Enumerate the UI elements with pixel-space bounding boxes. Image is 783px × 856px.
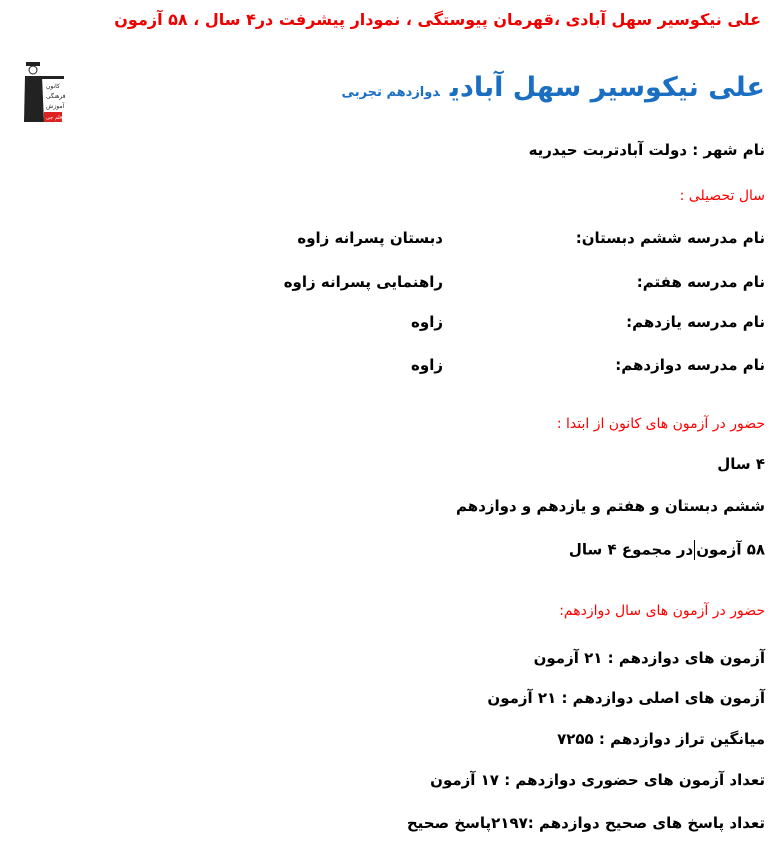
school-label: نام مدرسه ششم دبستان: [575, 229, 765, 247]
school-label: نام مدرسه هفتم: [636, 273, 765, 291]
student-name-heading [342, 74, 765, 101]
total-years: در مجموع ۴ سال [568, 540, 694, 559]
total-exams-line [569, 540, 765, 560]
svg-text:آموزش: آموزش [46, 103, 65, 110]
city-line: نام شهر : دولت آبادتربت حیدریه [528, 141, 765, 159]
years-count: ۴ سال [717, 455, 765, 473]
school-value: دبستان پسرانه زاوه [297, 229, 443, 247]
twelfth-stat: میانگین تراز دوازدهم : ۷۲۵۵ [557, 730, 765, 748]
school-label: نام مدرسه یازدهم: [626, 313, 765, 331]
school-value: زاوه [411, 313, 443, 331]
academic-year-heading: سال تحصیلی : [679, 188, 765, 204]
twelfth-stat: آزمون های دوازدهم : ۲۱ آزمون [533, 649, 765, 667]
school-label: نام مدرسه دوازدهم: [615, 356, 765, 374]
svg-text:فرهنگی: فرهنگی [46, 93, 66, 100]
twelfth-stat: تعداد پاسخ های صحیح دوازدهم :۲۱۹۷پاسخ صحیح [406, 814, 765, 832]
total-exams: ۵۸ آزمون [696, 540, 765, 559]
twelfth-heading: حضور در آزمون های سال دوازدهم: [559, 603, 765, 619]
svg-text:قلم چی: قلم چی [46, 115, 63, 121]
kanoon-logo [22, 62, 70, 124]
svg-text:کانون: کانون [46, 83, 60, 90]
page-title: علی نیکوسیر سهل آبادی ،قهرمان پیوستگی ، نمودار پیشرفت در۴ سال ، ۵۸ آزمون [114, 10, 761, 29]
school-value: راهنمایی پسرانه زاوه [283, 273, 443, 291]
twelfth-stat: آزمون های اصلی دوازدهم : ۲۱ آزمون [487, 689, 765, 707]
grades-list: ششم دبستان و هفتم و یازدهم و دوازدهم [456, 497, 765, 515]
student-grade: دوازدهم تجربی [341, 85, 440, 100]
school-value: زاوه [411, 356, 443, 374]
since-start-heading: حضور در آزمون های کانون از ابتدا : [556, 416, 765, 432]
twelfth-stat: تعداد آزمون های حضوری دوازدهم : ۱۷ آزمون [430, 771, 765, 789]
student-name: علی نیکوسیر سهل آبادی [449, 72, 765, 103]
